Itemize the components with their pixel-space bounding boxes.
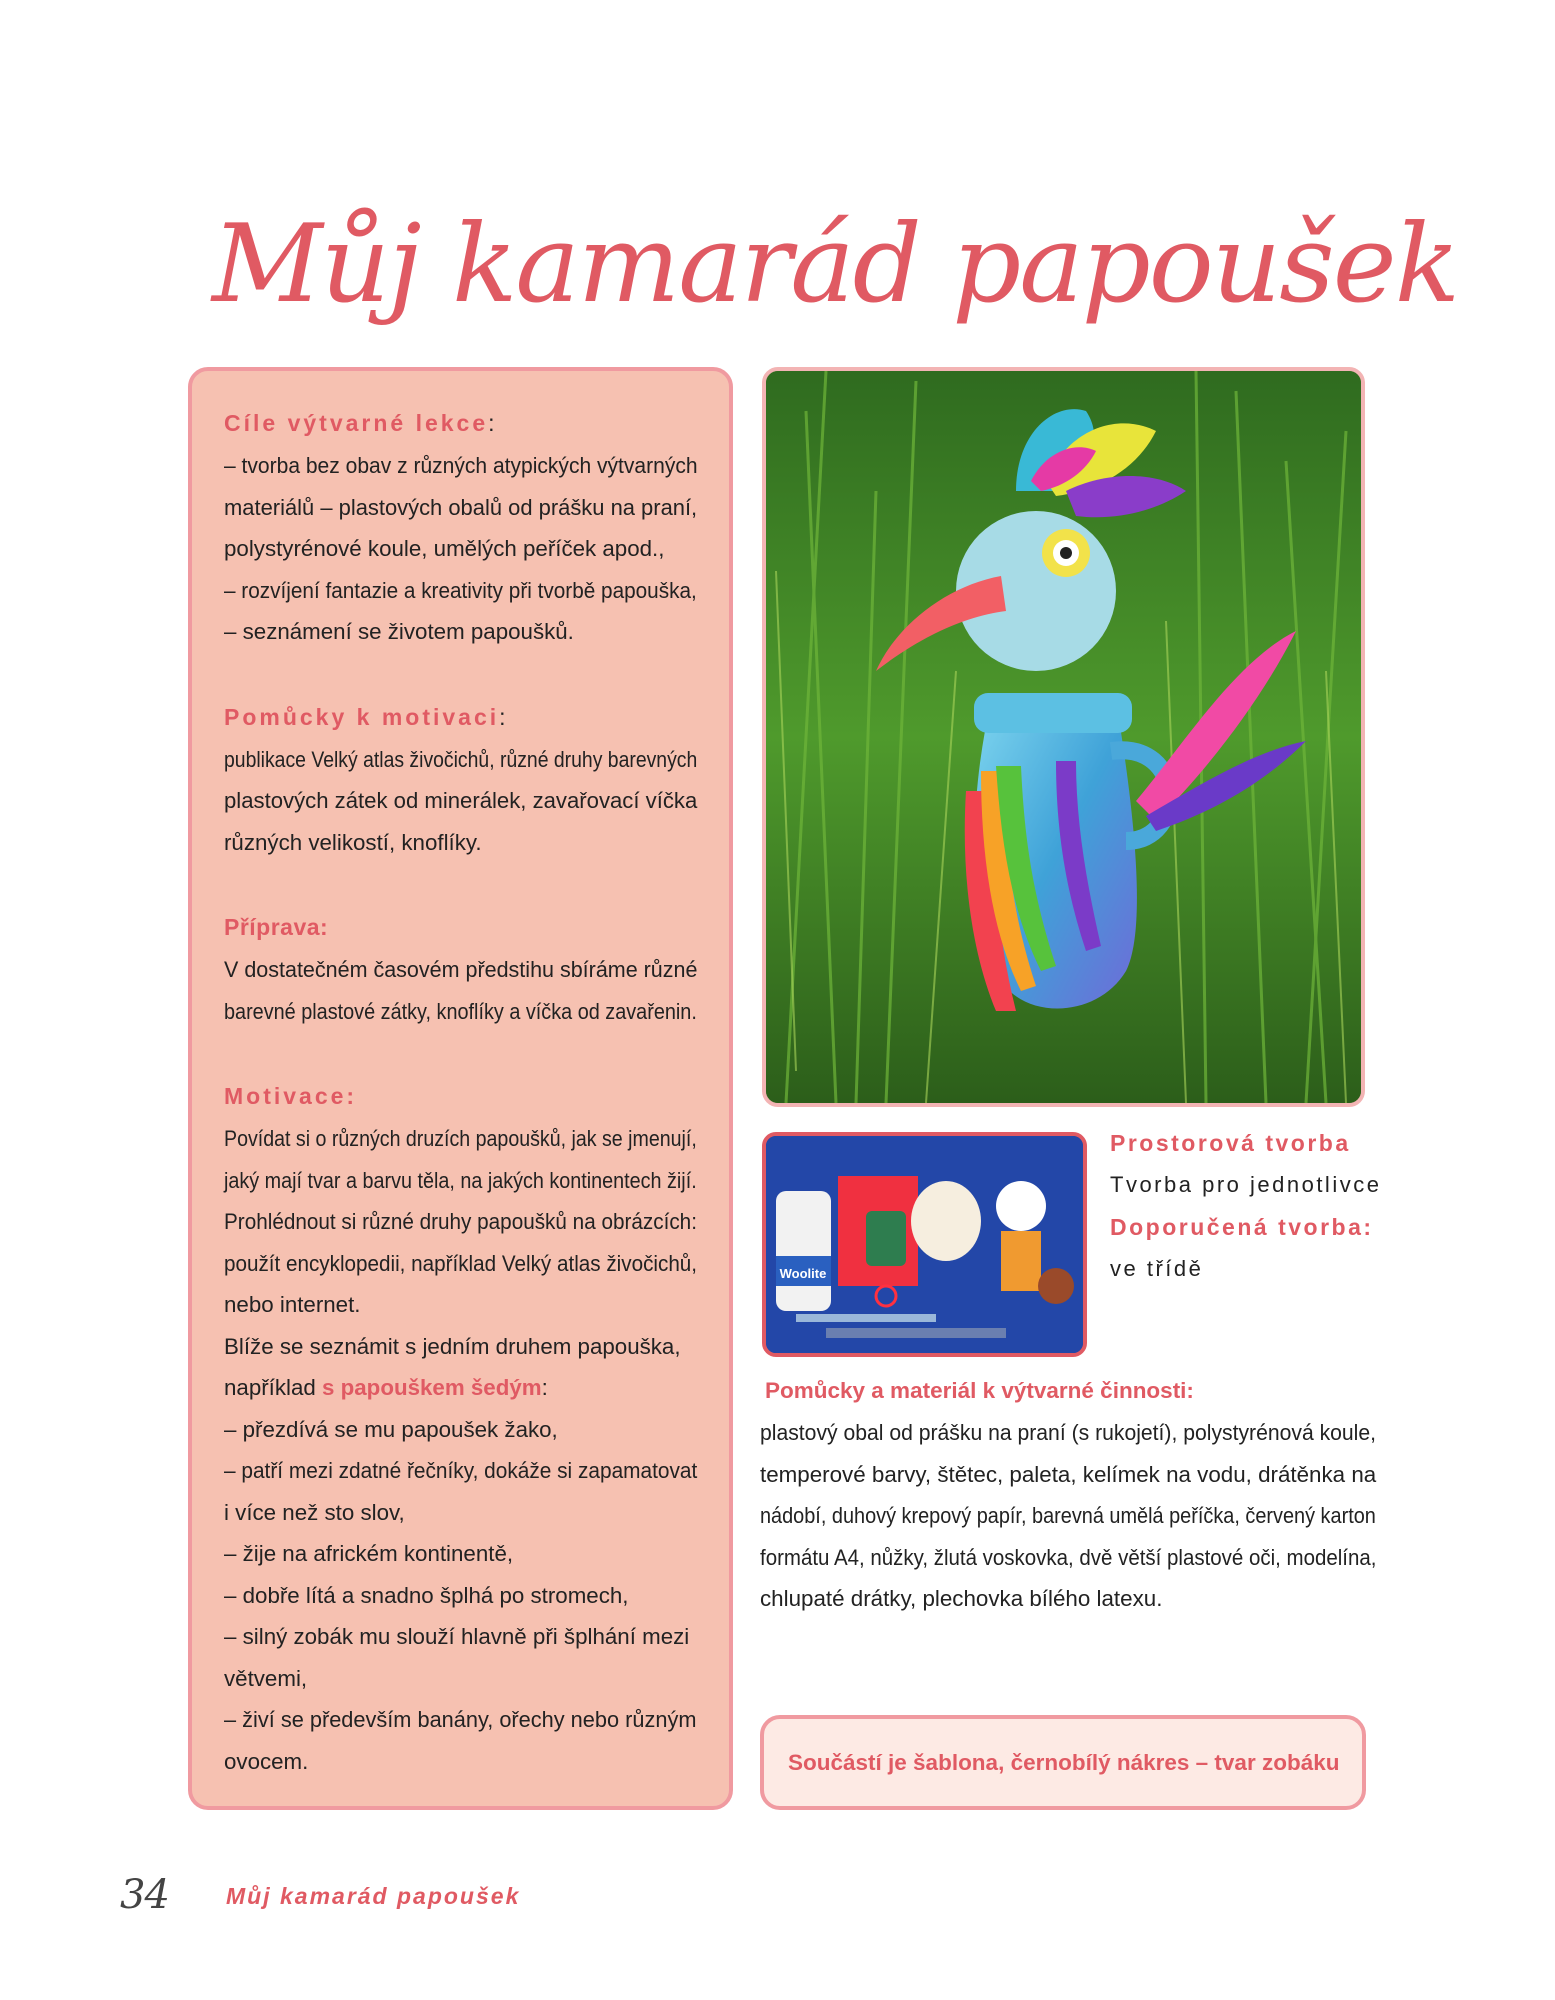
motivation-line: použít encyklopedii, například Velký atlas živočichů,	[224, 1250, 698, 1276]
example-suffix: :	[541, 1375, 548, 1400]
template-note	[760, 1715, 1366, 1810]
creation-type-label: Prostorová tvorba	[1110, 1130, 1351, 1156]
motivation-aids-line: plastových zátek od minerálek, zavařovací víčka	[224, 788, 698, 813]
motivation-line: – živí se především banány, ořechy nebo různým	[224, 1707, 697, 1732]
preparation-line: V dostatečném časovém předstihu sbíráme různé	[224, 957, 698, 982]
lesson-info-box	[188, 367, 733, 1810]
materials-line: chlupaté drátky, plechovka bílého latexu.	[760, 1586, 1163, 1611]
goals-line: – seznámení se životem papoušků.	[224, 619, 574, 644]
materials-line: plastový obal od prášku na praní (s rukojetí), polystyrénová koule,	[760, 1420, 1377, 1445]
motivation-aids-heading: Pomůcky k motivaci	[224, 703, 500, 730]
creation-info	[1110, 1122, 1380, 1290]
motivation-line: – žije na africkém kontinentě,	[224, 1541, 514, 1566]
motivation-section	[224, 1074, 701, 1782]
materials-illustration	[766, 1136, 1083, 1353]
motivation-aids-section: Pomůcky k motivaci: publikace Velký atlas živočichů, různé druhy barevných plastových zátek od minerálek, zavařovací víčka různých velikostí, knoflíky.	[224, 695, 701, 864]
goals-line: polystyrénové koule, umělých peříček apod.,	[224, 536, 665, 561]
goals-line: materiálů – plastových obalů od prášku na praní,	[224, 494, 698, 520]
preparation-heading: Příprava:	[224, 914, 329, 940]
page-number: 34	[120, 1872, 169, 1918]
parrot-photo	[762, 367, 1365, 1107]
creation-type-value: Tvorba pro jednotlivce	[1110, 1172, 1382, 1197]
parrot-illustration	[766, 371, 1361, 1103]
recommended-label: Doporučená tvorba:	[1110, 1214, 1374, 1240]
motivation-aids-line: různých velikostí, knoflíky.	[224, 829, 482, 855]
materials-photo	[762, 1132, 1087, 1357]
motivation-line: ovocem.	[224, 1748, 309, 1774]
motivation-line: – přezdívá se mu papoušek žako,	[224, 1416, 558, 1442]
template-note-text: Součástí je šablona, černobílý nákres – tvar zobáku	[788, 1749, 1340, 1775]
materials-line: temperové barvy, štětec, paleta, kelímek na vodu, drátěnka na	[760, 1461, 1377, 1487]
motivation-aids-line: publikace Velký atlas živočichů, různé druhy barevných	[224, 746, 698, 772]
materials-line: nádobí, duhový krepový papír, barevná umělá peříčka, červený karton	[760, 1503, 1376, 1528]
motivation-line: nebo internet.	[224, 1292, 361, 1317]
motivation-line: i více než sto slov,	[224, 1499, 405, 1525]
motivation-line: jaký mají tvar a barvu těla, na jakých kontinentech žijí.	[224, 1167, 697, 1193]
motivation-line: větvemi,	[224, 1665, 308, 1691]
materials-section	[760, 1370, 1380, 1620]
materials-line: formátu A4, nůžky, žlutá voskovka, dvě větší plastové oči, modelína,	[760, 1544, 1377, 1570]
detergent-label: Woolite	[779, 1266, 827, 1281]
motivation-heading: Motivace:	[224, 1083, 358, 1109]
motivation-line: – patří mezi zdatné řečníky, dokáže si zapamatovat	[224, 1458, 698, 1483]
goals-line: – rozvíjení fantazie a kreativity při tvorbě papouška,	[224, 577, 697, 603]
page-title: Můj kamarád papoušek	[212, 202, 1459, 327]
motivation-line: – silný zobák mu slouží hlavně při šplhání mezi	[224, 1624, 690, 1649]
motivation-line: Prohlédnout si různé druhy papoušků na obrázcích:	[224, 1209, 697, 1234]
goals-section: Cíle výtvarné lekce: – tvorba bez obav z různých atypických výtvarných materiálů – plastových obalů od prášku na praní, polystyrénové koule, umělých peříček apod., – rozvíjení fantazie a kreativity při tvorbě papouška, – seznámení se životem papoušků.	[224, 401, 701, 653]
motivation-line: Blíže se seznámit s jedním druhem papouška,	[224, 1333, 681, 1359]
motivation-line: Povídat si o různých druzích papoušků, jak se jmenují,	[224, 1126, 697, 1151]
materials-heading: Pomůcky a materiál k výtvarné činnosti:	[765, 1378, 1194, 1403]
example-prefix: například	[224, 1375, 323, 1400]
goals-line: – tvorba bez obav z různých atypických výtvarných	[224, 453, 698, 478]
example-highlight: s papouškem šedým	[322, 1375, 542, 1400]
recommended-value: ve třídě	[1110, 1256, 1204, 1281]
preparation-section	[224, 905, 701, 1032]
motivation-example-line	[224, 1367, 697, 1409]
footer-title: Můj kamarád papoušek	[226, 1883, 521, 1909]
goals-heading: Cíle výtvarné lekce	[224, 410, 489, 436]
preparation-line: barevné plastové zátky, knoflíky a víčka od zavařenin.	[224, 998, 697, 1024]
motivation-line: – dobře lítá a snadno šplhá po stromech,	[224, 1582, 629, 1608]
